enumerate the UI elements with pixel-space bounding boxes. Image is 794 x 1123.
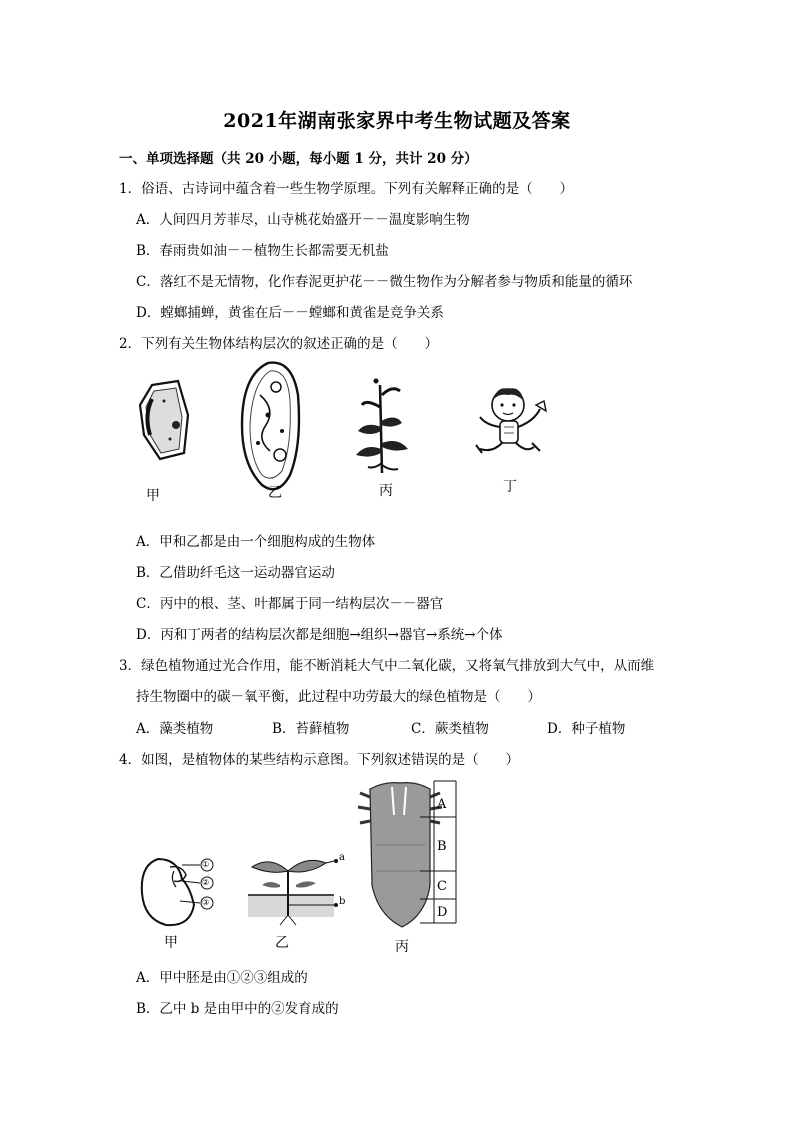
plant-cell-illustration xyxy=(140,381,188,459)
q1-option-a: A．人间四月芳菲尽，山寺桃花始盛开－－温度影响生物 xyxy=(136,212,470,228)
q2-option-c: C．丙中的根、茎、叶都属于同一结构层次－－器官 xyxy=(136,596,444,612)
q4-label-bing: 丙 xyxy=(395,939,409,955)
plant-illustration xyxy=(356,379,408,474)
q1-option-c: C．落红不是无情物，化作春泥更护花－－微生物作为分解者参与物质和能量的循环 xyxy=(136,274,633,290)
q2-label-jia: 甲 xyxy=(146,488,160,504)
q2-option-a: A．甲和乙都是由一个细胞构成的生物体 xyxy=(136,534,376,550)
plant-marker-a: a xyxy=(339,852,345,863)
child-illustration xyxy=(476,388,546,453)
q4-stem: 4．如图，是植物体的某些结构示意图。下列叙述错误的是（ ） xyxy=(119,752,520,768)
q2-option-b: B．乙借助纤毛这一运动器官运动 xyxy=(136,565,335,581)
q3-option-b: B．苔藓植物 xyxy=(272,721,350,737)
root-zone-b: B xyxy=(437,839,447,854)
seedling-illustration xyxy=(248,859,338,925)
q4-label-jia: 甲 xyxy=(164,935,178,951)
q2-label-bing: 丙 xyxy=(379,483,393,499)
q3-option-a: A．藻类植物 xyxy=(136,721,214,737)
q1-option-b: B．春雨贵如油－－植物生长都需要无机盐 xyxy=(136,243,389,259)
q4-figure xyxy=(130,775,460,955)
q4-option-b: B．乙中 b 是由甲中的②发育成的 xyxy=(136,1001,339,1017)
q4-option-a: A．甲中胚是由①②③组成的 xyxy=(136,970,308,986)
q2-label-yi: 乙 xyxy=(268,485,282,501)
q3-option-c: C．蕨类植物 xyxy=(411,721,489,737)
q3-option-d: D．种子植物 xyxy=(547,721,626,737)
seed-marker-2: ② xyxy=(202,878,210,887)
q2-option-d: D．丙和丁两者的结构层次都是细胞→组织→器官→系统→个体 xyxy=(136,627,503,643)
q2-label-ding: 丁 xyxy=(503,479,517,495)
seed-marker-1: ① xyxy=(202,860,210,869)
seed-marker-3: ③ xyxy=(202,898,210,907)
root-zone-c: C xyxy=(437,879,447,894)
q1-stem: 1．俗语、古诗词中蕴含着一些生物学原理。下列有关解释正确的是（ ） xyxy=(119,181,574,197)
q3-stem-line2: 持生物圈中的碳－氧平衡，此过程中功劳最大的绿色植物是（ ） xyxy=(136,689,541,705)
root-zone-a: A xyxy=(437,797,447,812)
root-zone-d: D xyxy=(437,905,448,920)
page-title: 2021年湖南张家界中考生物试题及答案 xyxy=(223,110,571,132)
plant-marker-b: b xyxy=(339,896,346,907)
q1-option-d: D．螳螂捕蝉，黄雀在后－－螳螂和黄雀是竞争关系 xyxy=(136,305,444,321)
q3-stem-line1: 3．绿色植物通过光合作用，能不断消耗大气中二氧化碳，又将氧气排放到大气中，从而维 xyxy=(119,658,655,674)
q2-stem: 2．下列有关生物体结构层次的叙述正确的是（ ） xyxy=(119,336,439,352)
q4-label-yi: 乙 xyxy=(275,935,289,951)
section-heading: 一、单项选择题（共 20 小题，每小题 1 分，共计 20 分） xyxy=(119,151,478,167)
paramecium-illustration xyxy=(242,363,299,490)
